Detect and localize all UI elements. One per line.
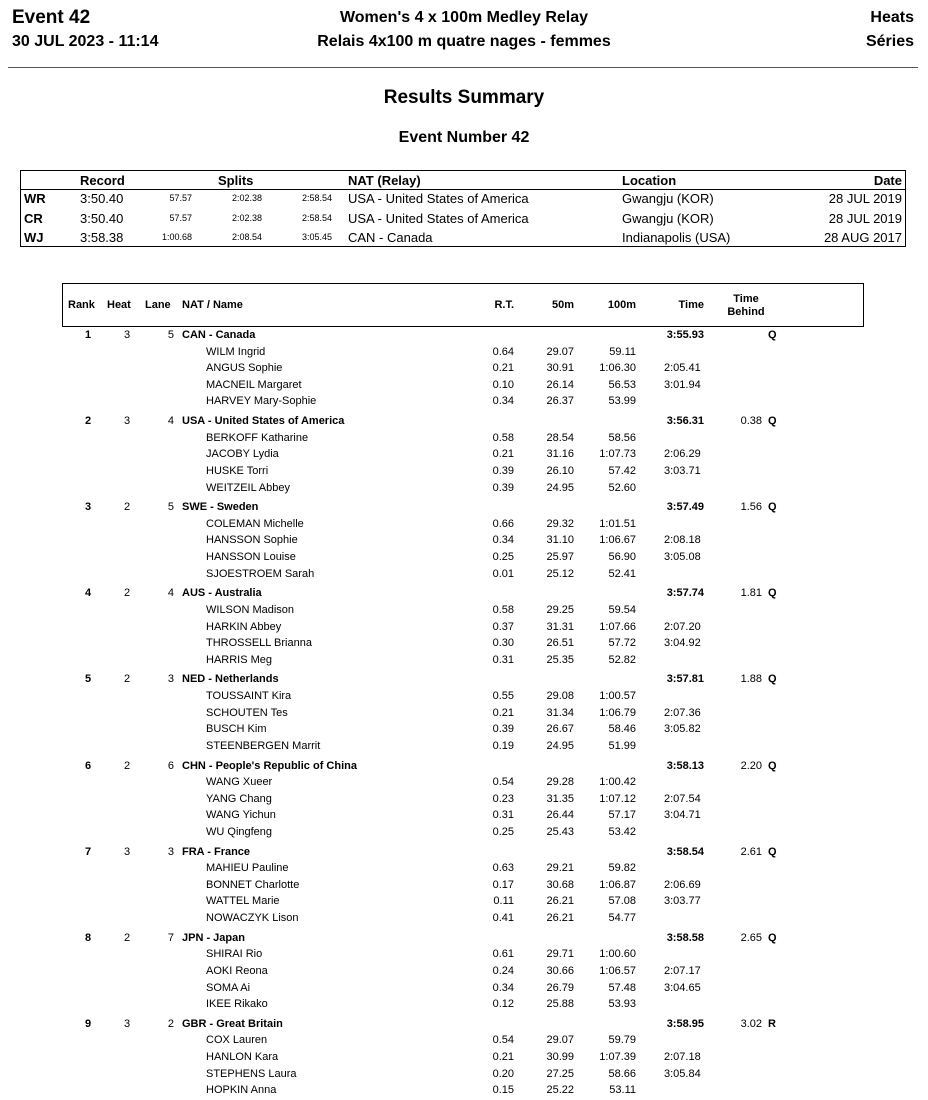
swimmer-split-100m: 54.77 — [608, 912, 636, 924]
team-qualifier: Q — [768, 415, 777, 428]
swimmer-reaction-time: 0.17 — [492, 878, 514, 891]
results-header-behind-1: Time — [733, 293, 759, 305]
swimmer-split-100m: 59.79 — [608, 1034, 636, 1047]
event-title-en: Women's 4 x 100m Medley Relay — [339, 9, 589, 26]
swimmer-split-100m: 56.90 — [608, 551, 636, 563]
swimmer-split-50m: 26.14 — [546, 378, 574, 391]
swimmer-name: HARVEY Mary-Sophie — [206, 395, 317, 408]
swimmer-split-100m: 52.82 — [608, 653, 636, 666]
swimmer-reaction-time: 0.30 — [492, 637, 514, 650]
swimmer-split-50m: 28.54 — [546, 431, 574, 444]
swimmer-split-50m: 30.91 — [546, 362, 574, 375]
results-header-name: NAT / Name — [182, 299, 243, 311]
team-qualifier: Q — [768, 845, 777, 858]
record-location: Gwangju (KOR) — [622, 210, 714, 226]
swimmer-name: THROSSELL Brianna — [206, 637, 312, 650]
swimmer-name: HANLON Kara — [206, 1051, 279, 1063]
results-header-time: Time — [678, 299, 704, 311]
results-header-behind-2: Behind — [727, 306, 765, 318]
team-heat: 2 — [123, 673, 131, 686]
swimmer-reaction-time: 0.39 — [492, 481, 514, 494]
swimmer-reaction-time: 0.61 — [492, 948, 514, 961]
swimmer-name: SHIRAI Rio — [206, 948, 263, 961]
team-name: JPN - Japan — [182, 931, 245, 944]
swimmer-name: JACOBY Lydia — [206, 448, 279, 461]
swimmer-split-100m: 57.08 — [608, 895, 636, 908]
swimmer-reaction-time: 0.39 — [492, 723, 514, 736]
swimmer-name: COX Lauren — [206, 1034, 268, 1047]
swimmer-name: HOPKIN Anna — [206, 1084, 277, 1097]
swimmer-split-100m: 1:00.57 — [599, 690, 636, 702]
records-header-splits: Splits — [218, 173, 254, 188]
swimmer-reaction-time: 0.21 — [492, 1051, 514, 1063]
swimmer-name: TOUSSAINT Kira — [206, 690, 292, 702]
team-rank: 3 — [84, 501, 92, 514]
swimmer-split-100m: 52.41 — [608, 567, 636, 580]
team-time: 3:57.49 — [666, 501, 704, 514]
swimmer-split-50m: 26.21 — [546, 912, 574, 924]
swimmer-name: HUSKE Torri — [206, 464, 269, 477]
swimmer-split-50m: 29.28 — [546, 776, 574, 789]
swimmer-reaction-time: 0.24 — [492, 964, 514, 977]
record-split-1: 57.57 — [169, 193, 192, 203]
swimmer-reaction-time: 0.23 — [492, 792, 514, 805]
swimmer-name: WATTEL Marie — [206, 895, 280, 908]
record-split-2: 2:02.38 — [231, 212, 262, 223]
swimmer-name: ANGUS Sophie — [206, 362, 283, 375]
record-code: WJ — [24, 230, 44, 245]
swimmer-split-50m: 26.10 — [546, 464, 574, 477]
swimmer-split-50m: 26.44 — [546, 809, 574, 822]
swimmer-split-50m: 31.16 — [546, 448, 574, 461]
team-time: 3:58.13 — [666, 759, 704, 772]
records-header-location: Location — [622, 173, 677, 188]
swimmer-split-50m: 29.71 — [546, 948, 574, 961]
swimmer-cumulative: 3:04.71 — [664, 809, 701, 822]
swimmer-split-50m: 26.21 — [546, 895, 574, 908]
team-heat: 2 — [123, 501, 131, 514]
record-time: 3:58.38 — [80, 230, 124, 245]
team-name: SWE - Sweden — [182, 501, 259, 514]
results-header-100m: 100m — [607, 299, 636, 311]
records-header-nat: NAT (Relay) — [348, 173, 421, 188]
team-rank: 4 — [84, 587, 92, 600]
results-header-heat: Heat — [107, 299, 131, 311]
swimmer-cumulative: 2:07.17 — [664, 964, 701, 977]
event-label: Event 42 — [12, 7, 91, 28]
team-lane: 3 — [167, 845, 174, 858]
team-time-behind: 2.61 — [740, 845, 762, 858]
swimmer-name: HANSSON Sophie — [206, 534, 298, 547]
swimmer-name: BONNET Charlotte — [206, 878, 300, 891]
record-split-3: 2:58.54 — [301, 212, 332, 223]
swimmer-cumulative: 2:05.41 — [664, 362, 701, 375]
record-nat: USA - United States of America — [348, 210, 529, 226]
swimmer-reaction-time: 0.37 — [492, 620, 514, 633]
swimmer-reaction-time: 0.21 — [492, 362, 514, 375]
swimmer-reaction-time: 0.34 — [492, 395, 514, 408]
team-qualifier: Q — [768, 673, 777, 686]
swimmer-reaction-time: 0.19 — [492, 739, 514, 752]
team-name: FRA - France — [182, 845, 251, 858]
swimmer-reaction-time: 0.25 — [492, 825, 514, 838]
swimmer-split-100m: 59.54 — [608, 603, 636, 616]
swimmer-reaction-time: 0.58 — [492, 603, 514, 616]
swimmer-split-100m: 1:06.79 — [599, 706, 636, 719]
results-header-rt: R.T. — [494, 299, 514, 311]
record-split-2: 2:02.38 — [231, 193, 262, 203]
swimmer-split-50m: 31.34 — [546, 706, 574, 719]
team-lane: 5 — [167, 501, 174, 514]
swimmer-split-100m: 56.53 — [608, 378, 636, 391]
record-time: 3:50.40 — [80, 191, 124, 206]
swimmer-name: YANG Chang — [206, 792, 272, 805]
swimmer-split-100m: 1:00.60 — [599, 948, 636, 961]
swimmer-name: SCHOUTEN Tes — [206, 706, 288, 719]
team-time-behind: 3.02 — [740, 1017, 762, 1030]
swimmer-split-100m: 1:07.39 — [599, 1051, 636, 1063]
record-split-2: 2:08.54 — [231, 232, 262, 242]
swimmer-name: STEENBERGEN Marrit — [206, 739, 321, 752]
swimmer-split-100m: 57.42 — [608, 464, 636, 477]
results-summary-title: Results Summary — [383, 87, 545, 108]
swimmer-name: WILSON Madison — [206, 603, 295, 616]
team-time: 3:57.81 — [666, 673, 704, 686]
swimmer-name: BERKOFF Katharine — [206, 431, 309, 444]
records-header-record: Record — [80, 173, 125, 188]
swimmer-name: HARKIN Abbey — [206, 620, 282, 633]
swimmer-reaction-time: 0.64 — [492, 345, 514, 358]
swimmer-split-50m: 30.68 — [546, 878, 574, 891]
results-header-rank: Rank — [68, 299, 95, 311]
swimmer-cumulative: 3:05.84 — [664, 1067, 701, 1080]
swimmer-split-50m: 26.37 — [546, 395, 574, 408]
results-header-50m: 50m — [551, 299, 574, 311]
team-time-behind: 2.20 — [740, 759, 762, 772]
swimmer-reaction-time: 0.39 — [492, 464, 514, 477]
team-lane: 4 — [167, 587, 174, 600]
swimmer-reaction-time: 0.55 — [492, 690, 514, 702]
swimmer-reaction-time: 0.31 — [492, 653, 514, 666]
swimmer-split-100m: 59.11 — [609, 345, 636, 358]
team-lane: 4 — [167, 415, 174, 428]
record-location: Gwangju (KOR) — [622, 191, 714, 206]
team-name: GBR - Great Britain — [182, 1017, 283, 1030]
swimmer-name: SOMA Ai — [206, 981, 251, 994]
swimmer-split-50m: 24.95 — [546, 481, 574, 494]
swimmer-name: WILM Ingrid — [206, 345, 266, 358]
swimmer-cumulative: 3:04.65 — [664, 981, 701, 994]
swimmer-reaction-time: 0.15 — [492, 1084, 514, 1097]
swimmer-name: COLEMAN Michelle — [206, 517, 304, 530]
swimmer-split-50m: 29.25 — [546, 603, 574, 616]
record-split-3: 3:05.45 — [301, 232, 332, 242]
team-heat: 3 — [123, 845, 131, 858]
swimmer-split-50m: 29.08 — [546, 690, 574, 702]
team-time-behind: 0.38 — [740, 415, 762, 428]
team-rank: 8 — [84, 931, 92, 944]
swimmer-reaction-time: 0.41 — [492, 912, 514, 924]
team-time: 3:56.31 — [666, 415, 704, 428]
swimmer-split-100m: 53.93 — [608, 998, 636, 1011]
swimmer-split-100m: 52.60 — [608, 481, 636, 494]
team-name: CHN - People's Republic of China — [182, 759, 357, 772]
swimmer-name: STEPHENS Laura — [206, 1067, 297, 1080]
swimmer-split-100m: 1:01.51 — [599, 517, 636, 530]
swimmer-split-100m: 53.42 — [608, 825, 636, 838]
swimmer-reaction-time: 0.54 — [492, 776, 514, 789]
swimmer-split-100m: 53.11 — [609, 1084, 636, 1097]
swimmer-cumulative: 2:07.20 — [664, 620, 701, 633]
swimmer-name: NOWACZYK Lison — [206, 912, 299, 924]
team-rank: 9 — [84, 1017, 92, 1030]
swimmer-split-50m: 25.35 — [546, 653, 574, 666]
record-location: Indianapolis (USA) — [622, 230, 731, 245]
record-date: 28 JUL 2019 — [828, 210, 902, 226]
swimmer-split-100m: 1:00.42 — [599, 776, 636, 789]
team-time-behind: 1.56 — [740, 501, 762, 514]
phase-fr: Séries — [865, 33, 914, 50]
swimmer-split-50m: 25.97 — [546, 551, 574, 563]
swimmer-split-100m: 1:06.30 — [599, 362, 636, 375]
swimmer-split-50m: 29.21 — [546, 862, 574, 875]
swimmer-cumulative: 3:01.94 — [664, 378, 701, 391]
swimmer-name: HARRIS Meg — [206, 653, 273, 666]
swimmer-split-100m: 58.46 — [608, 723, 636, 736]
swimmer-split-50m: 29.07 — [546, 345, 574, 358]
swimmer-name: WANG Xueer — [206, 776, 273, 789]
team-heat: 2 — [123, 759, 131, 772]
team-qualifier: Q — [768, 329, 777, 341]
swimmer-split-50m: 31.35 — [546, 792, 574, 805]
team-qualifier: R — [768, 1017, 776, 1030]
swimmer-split-100m: 57.48 — [608, 981, 636, 994]
swimmer-name: WEITZEIL Abbey — [206, 481, 290, 494]
team-heat: 3 — [123, 1017, 131, 1030]
swimmer-reaction-time: 0.21 — [492, 448, 514, 461]
records-header-date: Date — [873, 173, 902, 188]
team-name: CAN - Canada — [182, 329, 256, 341]
swimmer-split-50m: 31.31 — [546, 620, 574, 633]
team-lane: 2 — [167, 1017, 174, 1030]
team-qualifier: Q — [768, 931, 777, 944]
event-title-fr: Relais 4x100 m quatre nages - femmes — [317, 33, 611, 50]
swimmer-cumulative: 2:07.36 — [664, 706, 701, 719]
swimmer-cumulative: 3:05.08 — [664, 551, 701, 563]
team-heat: 2 — [123, 931, 131, 944]
swimmer-reaction-time: 0.34 — [492, 534, 514, 547]
team-time-behind: 1.81 — [740, 587, 762, 600]
swimmer-split-100m: 1:06.87 — [599, 878, 636, 891]
team-name: USA - United States of America — [182, 415, 345, 428]
swimmer-reaction-time: 0.11 — [493, 895, 514, 908]
team-time: 3:55.93 — [666, 329, 704, 341]
swimmer-split-100m: 1:06.57 — [599, 964, 636, 977]
swimmer-split-50m: 26.51 — [546, 637, 574, 650]
team-heat: 2 — [123, 587, 131, 600]
swimmer-name: WANG Yichun — [206, 809, 276, 822]
swimmer-cumulative: 3:03.71 — [664, 464, 701, 477]
team-rank: 5 — [84, 673, 92, 686]
team-lane: 7 — [167, 931, 174, 944]
swimmer-split-50m: 25.43 — [546, 825, 574, 838]
team-time: 3:58.95 — [666, 1017, 704, 1030]
swimmer-split-100m: 57.17 — [608, 809, 636, 822]
swimmer-cumulative: 2:06.29 — [664, 448, 701, 461]
swimmer-split-50m: 31.10 — [546, 534, 574, 547]
team-time: 3:57.74 — [666, 587, 704, 600]
team-rank: 2 — [84, 415, 92, 428]
team-heat: 3 — [123, 329, 131, 341]
swimmer-split-100m: 1:07.66 — [599, 620, 636, 633]
swimmer-reaction-time: 0.10 — [492, 378, 514, 391]
swimmer-split-100m: 59.82 — [608, 862, 636, 875]
swimmer-cumulative: 3:04.92 — [664, 637, 701, 650]
swimmer-split-50m: 25.88 — [546, 998, 574, 1011]
swimmer-name: AOKI Reona — [206, 964, 268, 977]
swimmer-split-50m: 29.07 — [546, 1034, 574, 1047]
event-number: Event Number 42 — [398, 129, 530, 146]
record-split-1: 1:00.68 — [161, 232, 192, 242]
team-rank: 6 — [84, 759, 92, 772]
header-divider — [8, 67, 918, 68]
team-time: 3:58.58 — [666, 931, 704, 944]
swimmer-split-50m: 30.99 — [546, 1051, 574, 1063]
team-name: AUS - Australia — [182, 587, 262, 600]
swimmer-name: HANSSON Louise — [206, 551, 296, 563]
team-qualifier: Q — [768, 501, 777, 514]
team-time-behind: 2.65 — [740, 931, 762, 944]
swimmer-name: IKEE Rikako — [206, 998, 268, 1011]
swimmer-name: SJOESTROEM Sarah — [206, 567, 315, 580]
swimmer-split-100m: 1:07.12 — [599, 792, 636, 805]
team-rank: 7 — [84, 845, 92, 858]
event-datetime: 30 JUL 2023 - 11:14 — [12, 33, 159, 50]
swimmer-split-100m: 57.72 — [608, 637, 636, 650]
record-code: CR — [24, 210, 43, 226]
swimmer-reaction-time: 0.63 — [492, 862, 514, 875]
swimmer-split-100m: 58.56 — [608, 431, 636, 444]
swimmer-split-100m: 1:06.67 — [599, 534, 636, 547]
record-nat: USA - United States of America — [348, 191, 529, 206]
swimmer-split-100m: 58.66 — [608, 1067, 636, 1080]
team-lane: 3 — [167, 673, 174, 686]
swimmer-reaction-time: 0.31 — [492, 809, 514, 822]
swimmer-split-50m: 26.79 — [546, 981, 574, 994]
swimmer-reaction-time: 0.34 — [492, 981, 514, 994]
swimmer-cumulative: 2:07.54 — [664, 792, 701, 805]
swimmer-split-50m: 24.95 — [546, 739, 574, 752]
swimmer-reaction-time: 0.12 — [492, 998, 514, 1011]
record-time: 3:50.40 — [80, 210, 124, 226]
swimmer-cumulative: 3:05.82 — [664, 723, 701, 736]
swimmer-name: BUSCH Kim — [206, 723, 267, 736]
team-rank: 1 — [84, 329, 92, 341]
swimmer-cumulative: 3:03.77 — [664, 895, 701, 908]
swimmer-cumulative: 2:07.18 — [664, 1051, 701, 1063]
records-header-row — [21, 171, 905, 190]
record-code: WR — [24, 191, 46, 206]
swimmer-reaction-time: 0.25 — [492, 551, 514, 563]
swimmer-reaction-time: 0.21 — [492, 706, 514, 719]
swimmer-name: MACNEIL Margaret — [206, 378, 302, 391]
swimmer-name: WU Qingfeng — [206, 825, 273, 838]
swimmer-split-100m: 51.99 — [608, 739, 636, 752]
swimmer-reaction-time: 0.20 — [492, 1067, 514, 1080]
team-name: NED - Netherlands — [182, 673, 279, 686]
record-date: 28 AUG 2017 — [823, 230, 902, 245]
team-lane: 5 — [167, 329, 174, 341]
team-time: 3:58.54 — [666, 845, 704, 858]
team-time-behind: 1.88 — [740, 673, 762, 686]
record-date: 28 JUL 2019 — [828, 191, 902, 206]
swimmer-split-50m: 26.67 — [546, 723, 574, 736]
team-heat: 3 — [123, 415, 131, 428]
record-split-1: 57.57 — [169, 212, 192, 223]
swimmer-split-50m: 25.22 — [546, 1084, 574, 1097]
swimmer-split-100m: 1:07.73 — [599, 448, 636, 461]
swimmer-split-50m: 25.12 — [546, 567, 574, 580]
swimmer-cumulative: 2:08.18 — [664, 534, 701, 547]
results-header-lane: Lane — [145, 299, 171, 311]
swimmer-name: MAHIEU Pauline — [206, 862, 289, 875]
swimmer-reaction-time: 0.58 — [492, 431, 514, 444]
swimmer-cumulative: 2:06.69 — [664, 878, 701, 891]
record-split-3: 2:58.54 — [301, 193, 332, 203]
team-lane: 6 — [167, 759, 174, 772]
swimmer-split-50m: 30.66 — [546, 964, 574, 977]
swimmer-reaction-time: 0.01 — [492, 567, 514, 580]
swimmer-reaction-time: 0.66 — [492, 517, 514, 530]
swimmer-split-50m: 27.25 — [546, 1067, 574, 1080]
team-qualifier: Q — [768, 587, 777, 600]
record-nat: CAN - Canada — [348, 230, 433, 245]
swimmer-reaction-time: 0.54 — [492, 1034, 514, 1047]
team-qualifier: Q — [768, 759, 777, 772]
swimmer-split-100m: 53.99 — [608, 395, 636, 408]
swimmer-split-50m: 29.32 — [546, 517, 574, 530]
phase-en: Heats — [870, 9, 914, 26]
